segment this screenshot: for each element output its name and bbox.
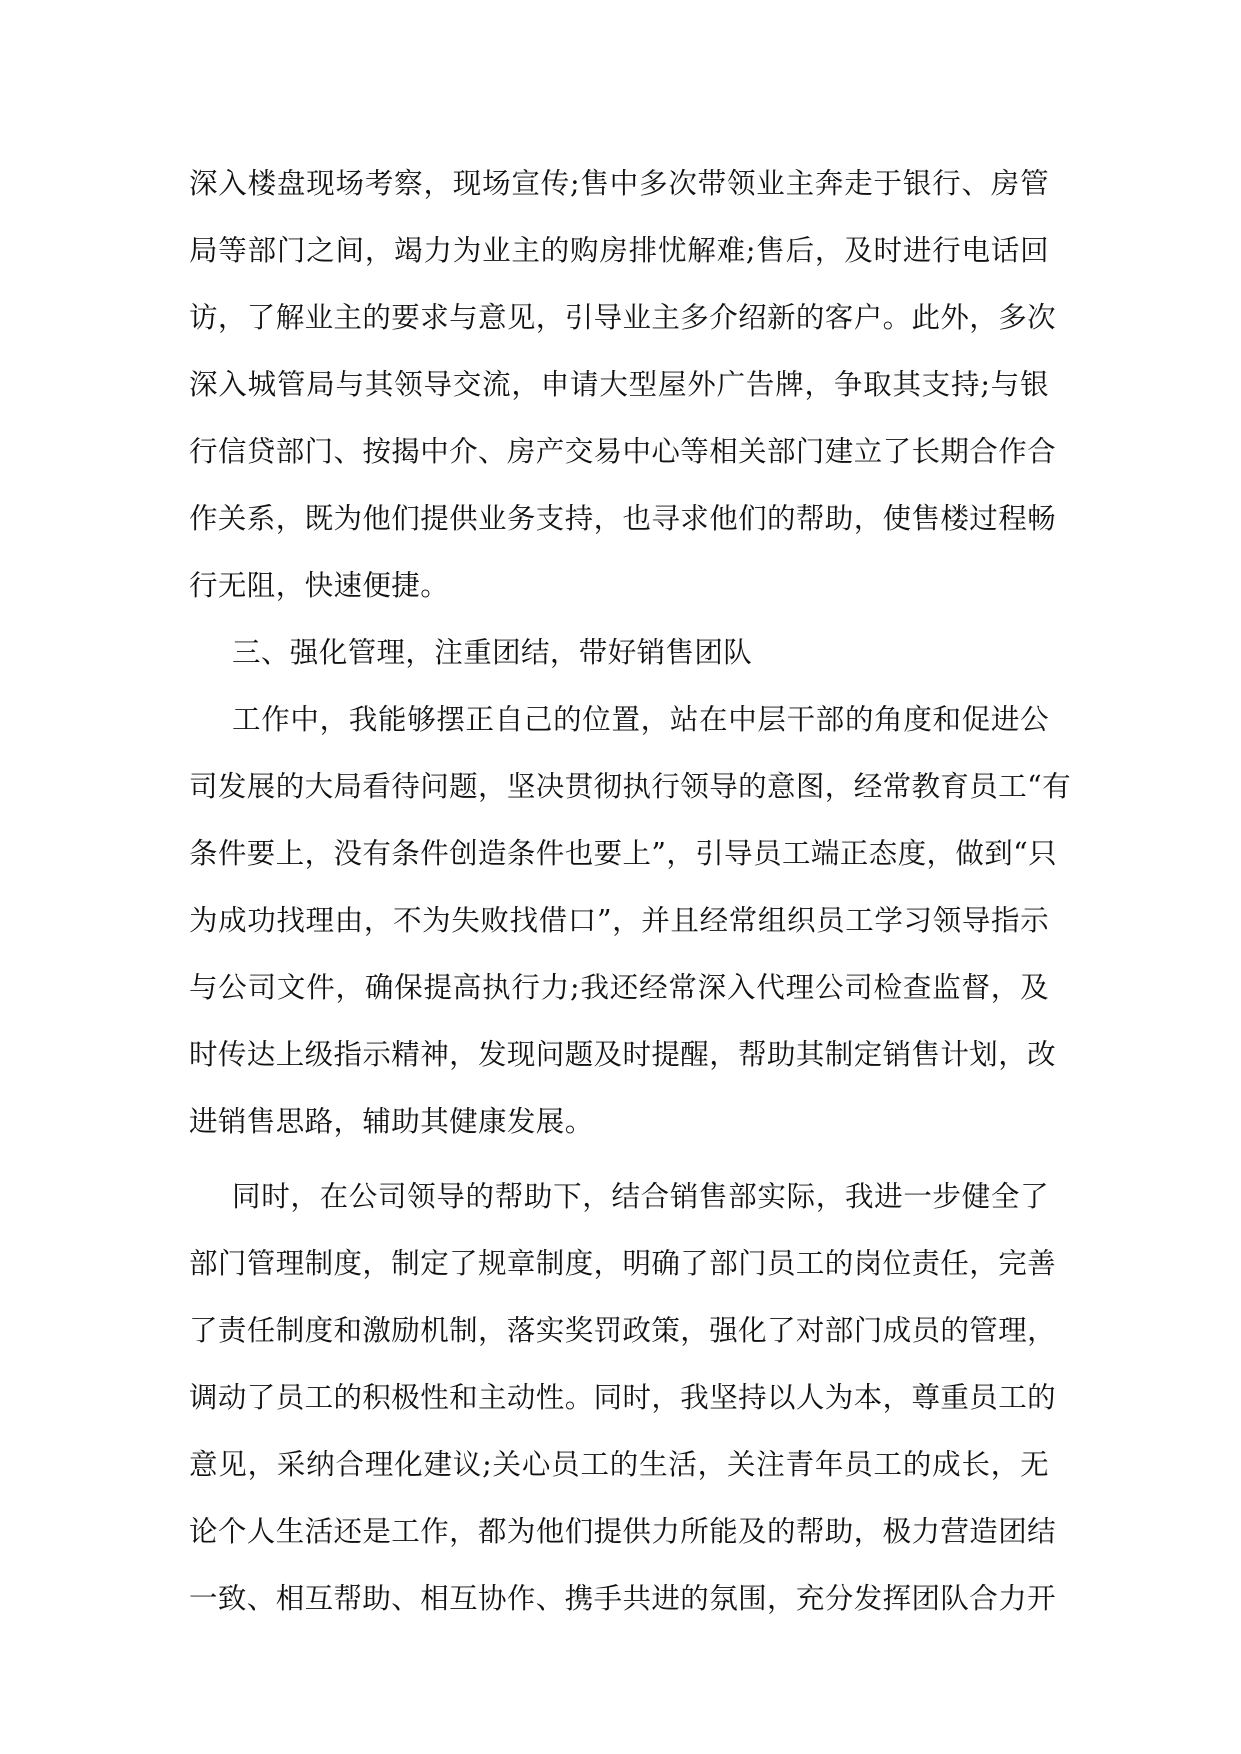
section-heading-text: 三、强化管理，注重团结，带好销售团队 — [232, 636, 753, 669]
text-line: 进销售思路，辅助其健康发展。 — [189, 1105, 594, 1138]
text-line: 访，了解业主的要求与意见，引导业主多介绍新的客户。此外，多次 — [189, 301, 1057, 334]
section-heading — [189, 619, 1049, 686]
text-line: 一致、相互帮助、相互协作、携手共进的氛围，充分发挥团队合力开 — [189, 1582, 1057, 1615]
text-line: 论个人生活还是工作，都为他们提供力所能及的帮助，极力营造团结 — [189, 1515, 1057, 1548]
text-line: 深入城管局与其领导交流，申请大型屋外广告牌，争取其支持;与银 — [189, 368, 1049, 401]
text-line: 调动了员工的积极性和主动性。同时，我坚持以人为本，尊重员工的 — [189, 1381, 1057, 1414]
text-line: 司发展的大局看待问题，坚决贯彻执行领导的意图，经常教育员工“有 — [189, 770, 1071, 803]
text-line: 意见，采纳合理化建议;关心员工的生活，关注青年员工的成长，无 — [189, 1448, 1049, 1481]
text-line: 时传达上级指示精神，发现问题及时提醒，帮助其制定销售计划，改 — [189, 1038, 1057, 1071]
text-line: 与公司文件，确保提高执行力;我还经常深入代理公司检查监督，及 — [189, 971, 1049, 1004]
text-line: 部门管理制度，制定了规章制度，明确了部门员工的岗位责任，完善 — [189, 1247, 1057, 1280]
paragraph-team-management — [189, 686, 1071, 1155]
text-line: 深入楼盘现场考察，现场宣传;售中多次带领业主奔走于银行、房管 — [189, 167, 1049, 200]
text-line: 局等部门之间，竭力为业主的购房排忧解难;售后，及时进行电话回 — [189, 234, 1049, 267]
paragraph-continued-sales-service — [189, 150, 1057, 619]
text-line: 了责任制度和激励机制，落实奖罚政策，强化了对部门成员的管理， — [189, 1314, 1057, 1347]
text-line: 同时，在公司领导的帮助下，结合销售部实际，我进一步健全了 — [232, 1180, 1049, 1213]
text-line: 条件要上，没有条件创造条件也要上”，引导员工端正态度，做到“只 — [189, 837, 1058, 870]
paragraph-department-system — [189, 1163, 1057, 1632]
text-line: 作关系，既为他们提供业务支持，也寻求他们的帮助，使售楼过程畅 — [189, 502, 1057, 535]
document-page — [189, 150, 1071, 1632]
text-line: 为成功找理由，不为失败找借口”，并且经常组织员工学习领导指示 — [189, 904, 1049, 937]
text-line: 工作中，我能够摆正自己的位置，站在中层干部的角度和促进公 — [232, 703, 1049, 736]
text-line: 行无阻，快速便捷。 — [189, 569, 450, 602]
text-line: 行信贷部门、按揭中介、房产交易中心等相关部门建立了长期合作合 — [189, 435, 1057, 468]
